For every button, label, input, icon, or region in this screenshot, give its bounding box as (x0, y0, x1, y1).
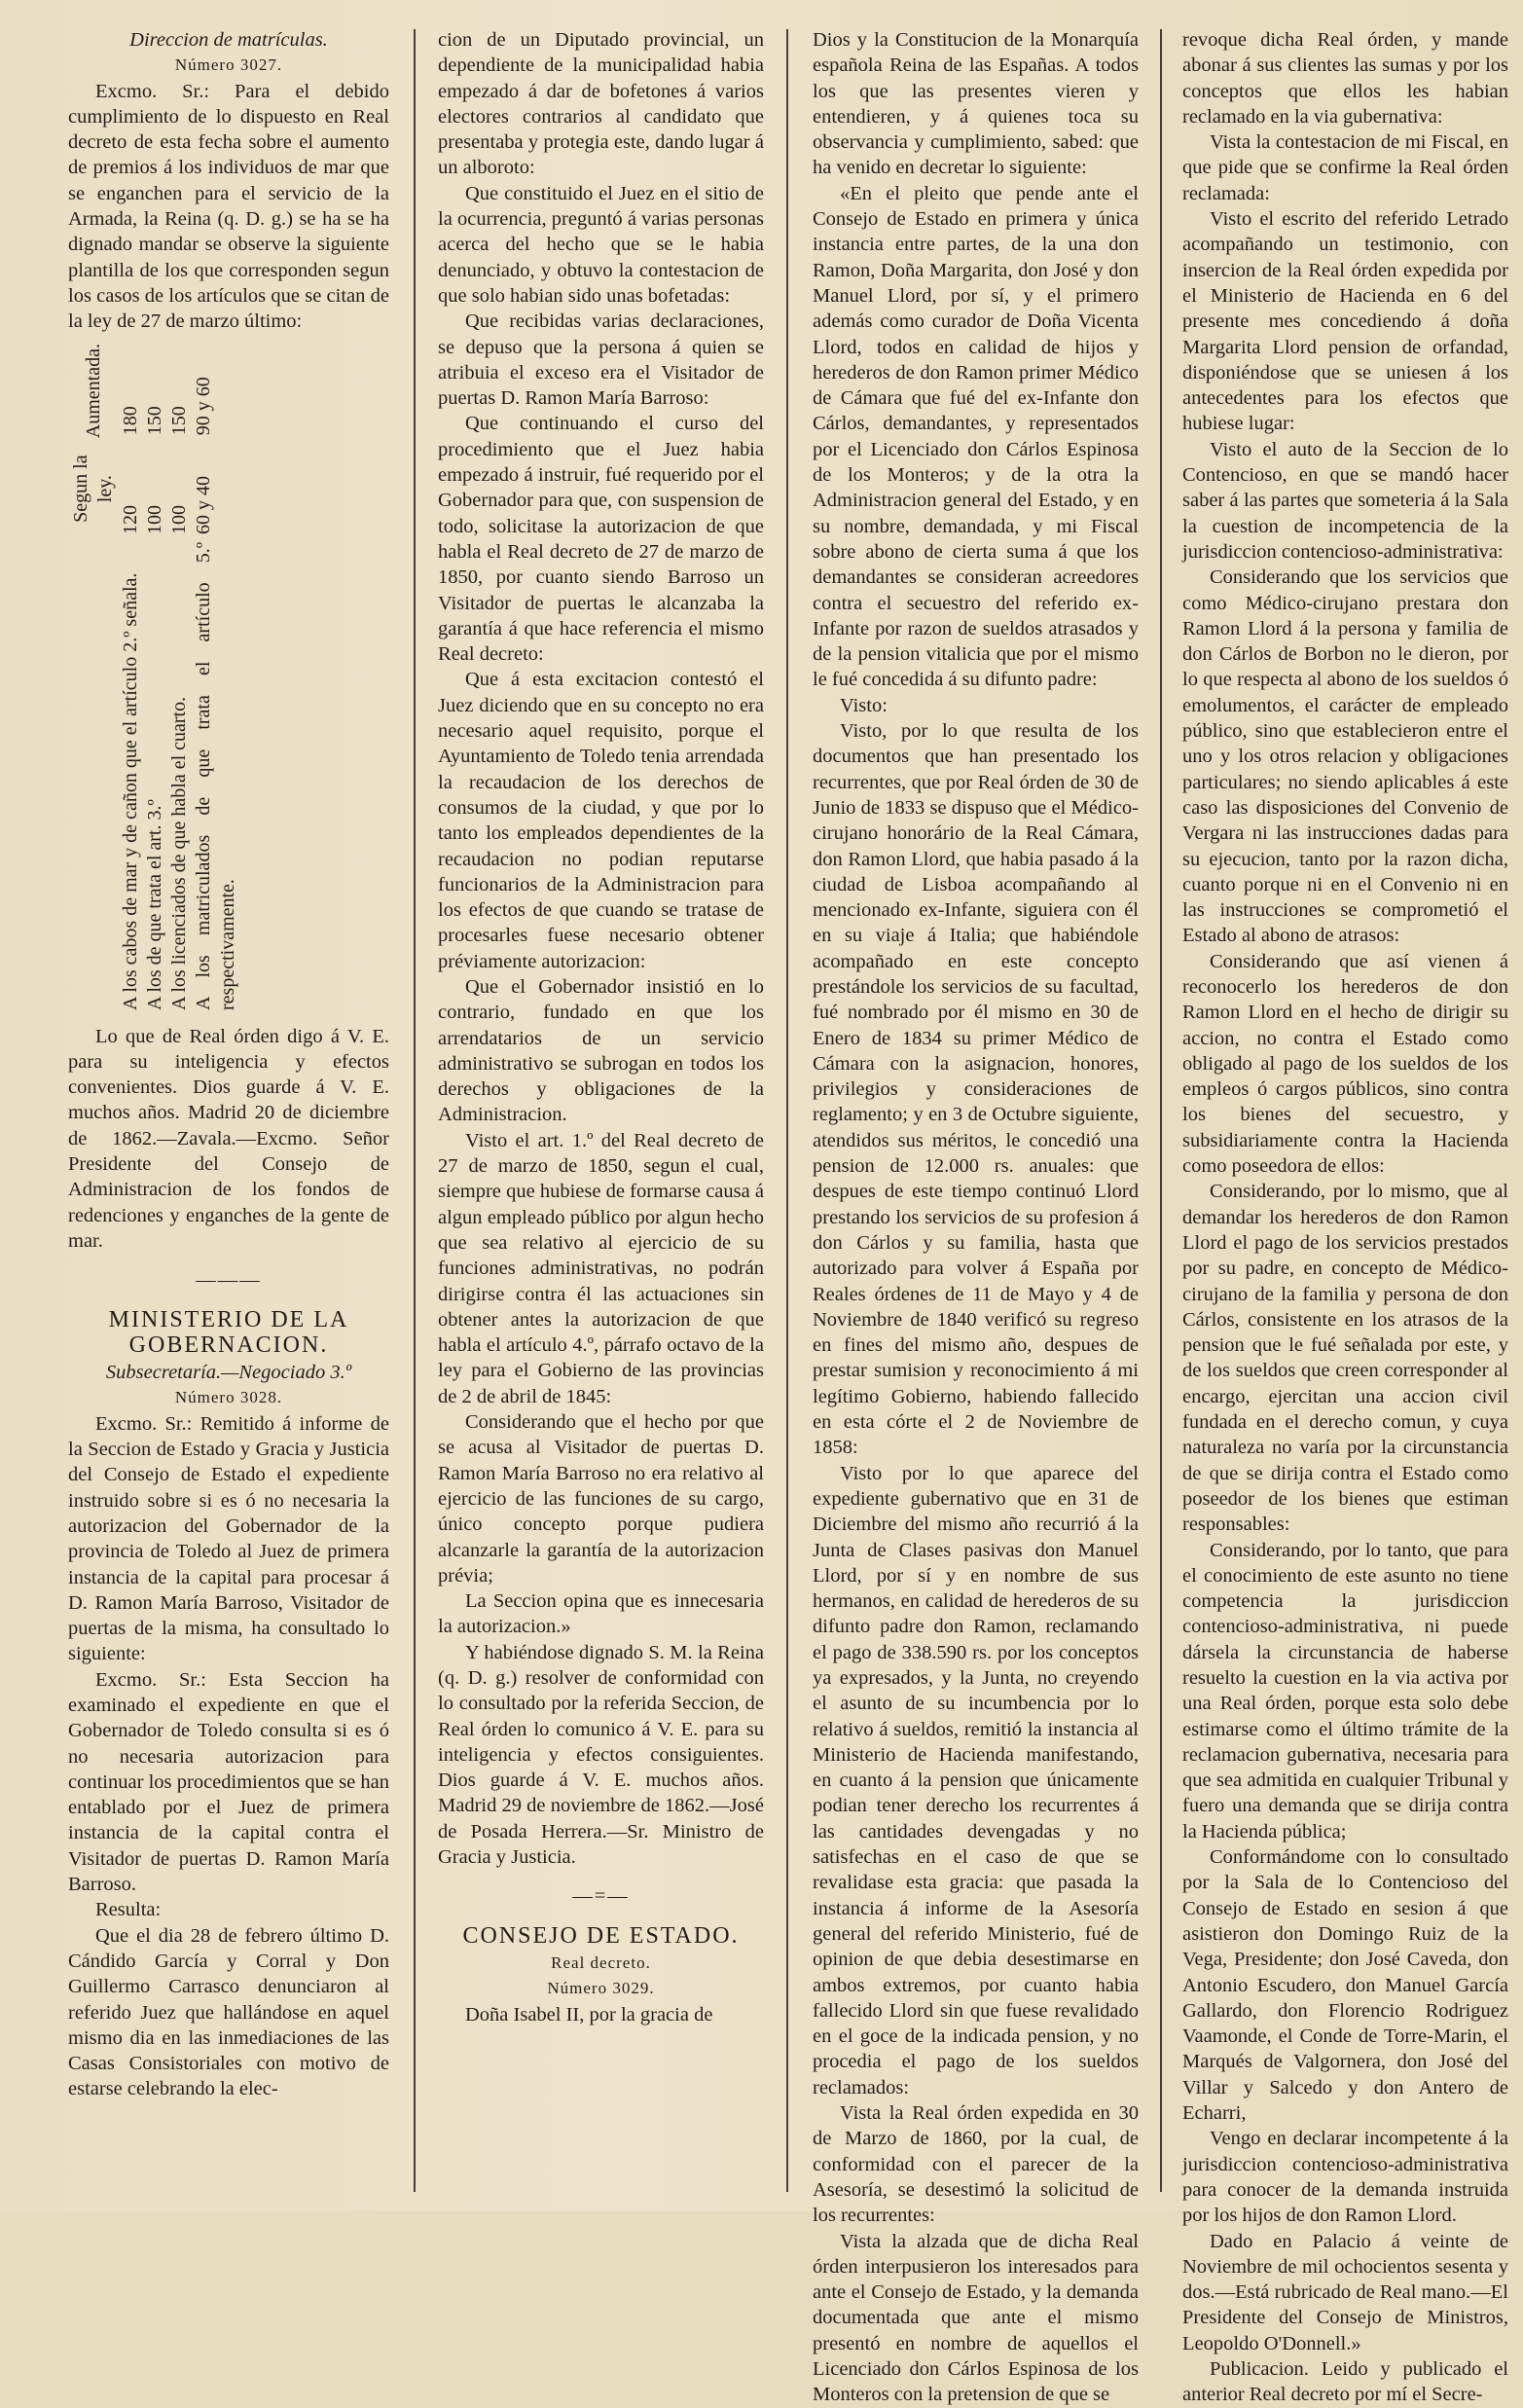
decree-type: Real decreto. (551, 1952, 651, 1972)
council-heading: CONSEJO DE ESTADO. (462, 1922, 740, 1949)
paragraph: Que constituido el Juez en el sitio de la ocurrencia, preguntó á varias personas acerca del hecho que se le habia denunciado, y obtuvo la contestacion de que solo habian sido unas bofetadas: (438, 182, 764, 307)
paragraph: Excmo. Sr.: Remitido á informe de la Seccion de Estado y Gracia y Justicia del Consejo de Estado el expediente instruido sobre si es ó no necesaria la autorizacion del Gobernador de la provincia de Toledo al Juez de primera instancia de la capital para procesar á D. Ramon María Barroso, Visitador de puertas de la misma, ha consultado lo siguiente: (68, 1412, 389, 1665)
column-2 (438, 27, 764, 2196)
paragraph: Considerando que así vienen á reconocerlo los herederos de don Ramon Llord en el hecho de dirigir su accion, no contra el Estado como obligado al pago de los sueldos de los empleos ó cargos públicos, sino contra los bienes del secuestro, y subsidiariamente contra la Hacienda como poseedora de ellos: (1182, 950, 1508, 1178)
paragraph: Dado en Palacio á veinte de Noviembre de mil ochocientos sesenta y dos.—Está rubricado de Real mano.—El Presidente del Consejo de Ministros, Leopoldo O'Donnell.» (1182, 2230, 1508, 2354)
paragraph: Considerando, por lo mismo, que al demandar los herederos de don Ramon Llord el pago de los servicios prestados por su padre, en concepto de Médico-cirujano de la familia y persona de don Cárlos, consistente en los atrasos de la pension que le fué señalada por este, y de los sueldos que creen corresponder al encargo, ejercitan una accion civil fundada en el derecho comun, y cuya naturaleza no varía por la circunstancia de que se dirija contra el Estado como poseedor de los bienes que estiman responsables: (1182, 1181, 1508, 1536)
paragraph: Que el Gobernador insistió en lo contrario, fundado en que los arrendatarios de un servicio administrativo se subrogan en todos los derechos y obligaciones de la Administracion. (438, 975, 764, 1126)
table-header-ley: Segun la ley. (70, 454, 116, 523)
decree-number: Número 3028. (174, 1388, 283, 1407)
paragraph: Que á esta excitacion contestó el Juez diciendo que en su concepto no era necesario aquel requisito, porque el Ayuntamiento de Toledo tenia arrendada la recaudacion de los derechos de consumos de la ciudad, y que por lo tanto los empleados dependientes de la recaudacion no podian reputarse funcionarios de la Administracion para los efectos de que cuando se tratase de procesarles fuese necesario obtener préviamente autorizacion: (438, 669, 764, 972)
divider: ——— (196, 1269, 262, 1292)
column-rule (786, 29, 788, 2192)
table-row: A los cabos de mar y de cañon que el artículo 2.º señala. 120 180 (120, 405, 141, 1010)
premium-table (68, 343, 389, 1014)
decree-number: Número 3027. (174, 55, 283, 75)
paragraph: Vista la alzada que de dicha Real órden interpusieron los interesados para ante el Consejo de Estado, y la demanda documentada que ante el mismo presentó en nombre de aquellos el Licenciado don Cárlos Espinosa de los Monteros con la pretension de que se (813, 2230, 1139, 2406)
paragraph: «En el pleito que pende ante el Consejo de Estado en primera y única instancia entre partes, de la una don Ramon, Doña Margarita, don José y don Manuel Llord, por sí, y el primero además como curador de Doña Vicenta Llord, todos en calidad de hijos y herederos de don Ramon primer Médico de Cámara que fué del ex-Infante don Cárlos, demandantes, y representados por el Licenciado don Cárlos Espinosa de los Monteros; y de la otra la Administracion general del Estado, y en su nombre, demandada, y mi Fiscal sobre abono de cierta suma á que los demandantes se consideran acreedores contra el secuestro del referido ex-Infante por razon de sueldos atrasados y de la pension vitalicia que por el mismo le fué concedida á su difunto padre: (813, 182, 1139, 691)
paragraph: Que continuando el curso del procedimiento que el Juez habia empezado á instruir, fué requerido por el Gobernador para que, con suspension de todo, solicitase la autorizacion de que habla el Real decreto de 27 de marzo de 1850, por cuanto siendo Barroso un Visitador de puertas le alcanzaba la garantía á que hace referencia el mismo Real decreto: (438, 413, 764, 666)
decree-number: Número 3029. (547, 1979, 655, 1998)
paragraph: Excmo. Sr.: Esta Seccion ha examinado el expediente en que el Gobernador de Toledo consulta si es ó no necesaria autorizacion para continuar los procedimientos que se han entablado por el Juez de primera instancia de la capital contra el Visitador de puertas D. Ramon María Barroso. (68, 1668, 389, 1896)
paragraph: Vista la contestacion de mi Fiscal, en que pide que se confirme la Real órden reclamada: (1182, 131, 1508, 204)
table-row: A los matriculados de que trata el artículo 5.º respectivamente. 60 y 40 90 y 60 (193, 376, 238, 1010)
paragraph: Que el dia 28 de febrero último D. Cándido García y Corral y Don Guillermo Carrasco denunciaron al referido Juez que hallándose en aquel mismo dia en las inmediaciones de las Casas Consistoriales con motivo de estarse celebrando la elec- (68, 1924, 389, 2100)
paragraph: Vengo en declarar incompetente á la jurisdiccion contencioso-administrativa para conocer de la demanda instruida por los hijos de don Ramon Llord. (1182, 2128, 1508, 2227)
paragraph: Considerando que el hecho por que se acusa al Visitador de puertas D. Ramon María Barroso no era relativo al ejercicio de las funciones de su cargo, único concepto porque pudiera alcanzarle la garantía de la autorizacion prévia; (438, 1411, 764, 1587)
paragraph: Dios y la Constitucion de la Monarquía española Reina de las Españas. A todos los que las presentes vieren y entendieren, y á quienes toca su observancia y cumplimiento, sabed: que ha venido en decretar lo siguiente: (813, 29, 1139, 179)
paragraph: Conformándome con lo consultado por la Sala de lo Contencioso del Consejo de Estado en sesion á que asistieron don Domingo Ruiz de la Vega, Presidente; don José Caveda, don Antonio Escudero, don Manuel García Gallardo, don Florencio Rodriguez Vaamonde, el Conde de Torre-Marin, el Marqués de Valgornera, don José del Villar y Salcedo y don Antero de Echarri, (1182, 1846, 1508, 2125)
subsection-heading: Subsecretaría.—Negociado 3.º (105, 1362, 352, 1384)
paragraph: revoque dicha Real órden, y mande abonar á sus clientes las sumas y por los conceptos que ellos les habian reclamado en la via gubernativa: (1182, 29, 1508, 128)
column-4 (1182, 27, 1508, 2406)
paragraph: Publicacion. Leido y publicado el anterior Real decreto por mí el Secre- (1182, 2358, 1508, 2406)
paragraph: Vista la Real órden expedida en 30 de Marzo de 1860, por la cual, de conformidad con el parecer de la Asesoría, se desestimó la solicitud de los recurrentes: (813, 2102, 1139, 2227)
paragraph: La Seccion opina que es innecesaria la autorizacion.» (438, 1590, 764, 1638)
paragraph: Considerando, por lo tanto, que para el conocimiento de este asunto no tiene competencia la jurisdiccion contencioso-administrativa, ni puede dársela la circunstancia de haberse resuelto la cuestion en la via activa por una Real órden, porque esta solo debe estimarse como el último trámite de la reclamacion gubernativa, necesaria para que sea admitida en cualquier Tribunal y fuero una demanda que se dirija contra la Hacienda pública; (1182, 1539, 1508, 1842)
table-row: A los licenciados de que habla el cuarto. 100 150 (168, 405, 190, 1010)
paragraph: Excmo. Sr.: Para el debido cumplimiento de lo dispuesto en Real decreto de esta fecha sobre el aumento de premios á los individuos de mar que se enganchen para el servicio de la Armada, la Reina (q. D. g.) se ha se ha dignado mandar se observe la siguiente plantilla de los que corresponden segun los casos de los artículos que se citan de la ley de 27 de marzo último: (68, 80, 389, 333)
paragraph: Considerando que los servicios que como Médico-cirujano prestara don Ramon Llord á la persona y familia de don Cárlos de Borbon no le dieron, por lo que respecta al abono de los sueldos ó emolumentos, el carácter de empleado público, sino que establecieron entre el uno y los otros relacion y obligaciones particulares; no siendo aplicables á este caso las disposiciones del Convenio de Vergara ni las instrucciones dadas para su ejecucion, tanto por la razon dicha, cuanto porque ni en el Convenio ni en las instrucciones se comprometió el Estado al abono de atrasos: (1182, 566, 1508, 947)
divider: —=— (572, 1885, 630, 1908)
table-header-aumentada: Aumentada. (82, 343, 104, 438)
paragraph: Doña Isabel II, por la gracia de (465, 2003, 713, 2025)
column-3 (813, 27, 1139, 2406)
ministry-heading: MINISTERIO DE LA GOBERNACION. (108, 1306, 349, 1358)
paragraph: Y habiéndose dignado S. M. la Reina (q. D. g.) resolver de conformidad con lo consultado por la referida Seccion, de Real órden lo comunico á V. E. para su inteligencia y efectos consiguientes. Dios guarde á V. E. muchos años. Madrid 29 de noviembre de 1862.—José de Posada Herrera.—Sr. Ministro de Gracia y Justicia. (438, 1641, 764, 1869)
paragraph: Visto, por lo que resulta de los documentos que han presentado los recurrentes, que por Real órden de 30 de Junio de 1833 se dispuso que el Médico-cirujano honorário de la Real Cámara, don Ramon Llord, que habia pasado á la ciudad de Lisboa acompañando al mencionado ex-Infante, siguiera con él en su viaje á Italia; que habiéndole acompañado en este concepto prestándole los servicios de su facultad, fué nombrado por él mismo en 30 de Enero de 1834 su primer Médico de Cámara con la asignacion, honores, privilegios y consideraciones de reglamento; y en 3 de Octubre siguiente, atendidos sus méritos, le concedió una pension de 12.000 rs. anuales: que despues de este tiempo continuó Llord prestando los servicios de su profesion á don Cárlos y su familia, hasta que autorizado para volver á España por Reales órdenes de 11 de Mayo y 4 de Noviembre de 1840 verificó su regreso en fines del mismo año, despues de prestar sumision y reconocimiento á mi legítimo Gobierno, habiendo fallecido en esta córte el 2 de Noviembre de 1858: (813, 720, 1139, 1459)
paragraph: Visto el escrito del referido Letrado acompañando un testimonio, con insercion de la Real órden expedida por el Ministerio de Hacienda en 6 del presente mes concediendo á doña Margarita Llord pension de orfandad, disponiéndose que se uniesen á los antecedentes para los efectos que hubiese lugar: (1182, 208, 1508, 435)
paragraph: Resulta: (95, 1899, 162, 1921)
paragraph: Visto por lo que aparece del expediente gubernativo que en 31 de Diciembre del mismo año recurrió á la Junta de Clases pasivas don Manuel Llord, por sí y en nombre de sus hermanos, en calidad de herederos de su difunto padre don Ramon, reclamando el pago de 338.590 rs. por los conceptos ya expresados, y la Junta, no creyendo el asunto de su incumbencia por lo relativo á sueldos, remitió la instancia al Ministerio de Hacienda manifestando, en cuanto á la pension que únicamente podian tener derecho los recurrentes á las cantidades devengadas y no satisfechas en el caso de que se revalidase esta gracia: que pasada la instancia á informe de la Asesoría general del referido Ministerio, fué de opinion de que debia desestimarse en ambos extremos, por cuanto habia fallecido Llord sin que fuese revalidado en el goce de la indicada pension, y no procedia el pago de los sueldos reclamados: (813, 1462, 1139, 2098)
paragraph: Que recibidas varias declaraciones, se depuso que la persona á quien se atribuia el exceso era el Visitador de puertas D. Ramon María Barroso: (438, 310, 764, 410)
table-row: A los de que trata el art. 3.º 100 150 (144, 405, 165, 1010)
paragraph: cion de un Diputado provincial, un dependiente de la municipalidad habia empezado á dar de bofetones á varios electores contrarios al candidato que presentaba y protegia este, dando lugar á un alboroto: (438, 29, 764, 179)
paragraph: Lo que de Real órden digo á V. E. para su inteligencia y efectos convenientes. Dios guarde á V. E. muchos años. Madrid 20 de diciembre de 1862.—Zavala.—Excmo. Señor Presidente del Consejo de Administracion de los fondos de redenciones y enganches de la gente de mar. (68, 1025, 389, 1252)
paragraph: Visto el art. 1.º del Real decreto de 27 de marzo de 1850, segun el cual, siempre que hubiese de formarse causa á algun empleado público por algun hecho que sea relativo al ejercicio de su funciones administrativas, no podrán dirigirse contra él las actuaciones sin obtener antes la autorizacion de que habla el artículo 4.º, párrafo octavo de la ley para el Gobierno de las provincias de 2 de abril de 1845: (438, 1129, 764, 1407)
section-heading: Direccion de matrículas. (129, 29, 328, 51)
paragraph: Visto el auto de la Seccion de lo Contencioso, en que se mandó hacer saber á las partes que someteria á la Sala la cuestion de incompetencia de la jurisdiccion contencioso-administrativa: (1182, 438, 1508, 563)
column-1 (68, 27, 389, 2196)
column-rule (1160, 29, 1162, 2192)
paragraph: Visto: (840, 694, 888, 716)
column-rule (414, 29, 416, 2192)
